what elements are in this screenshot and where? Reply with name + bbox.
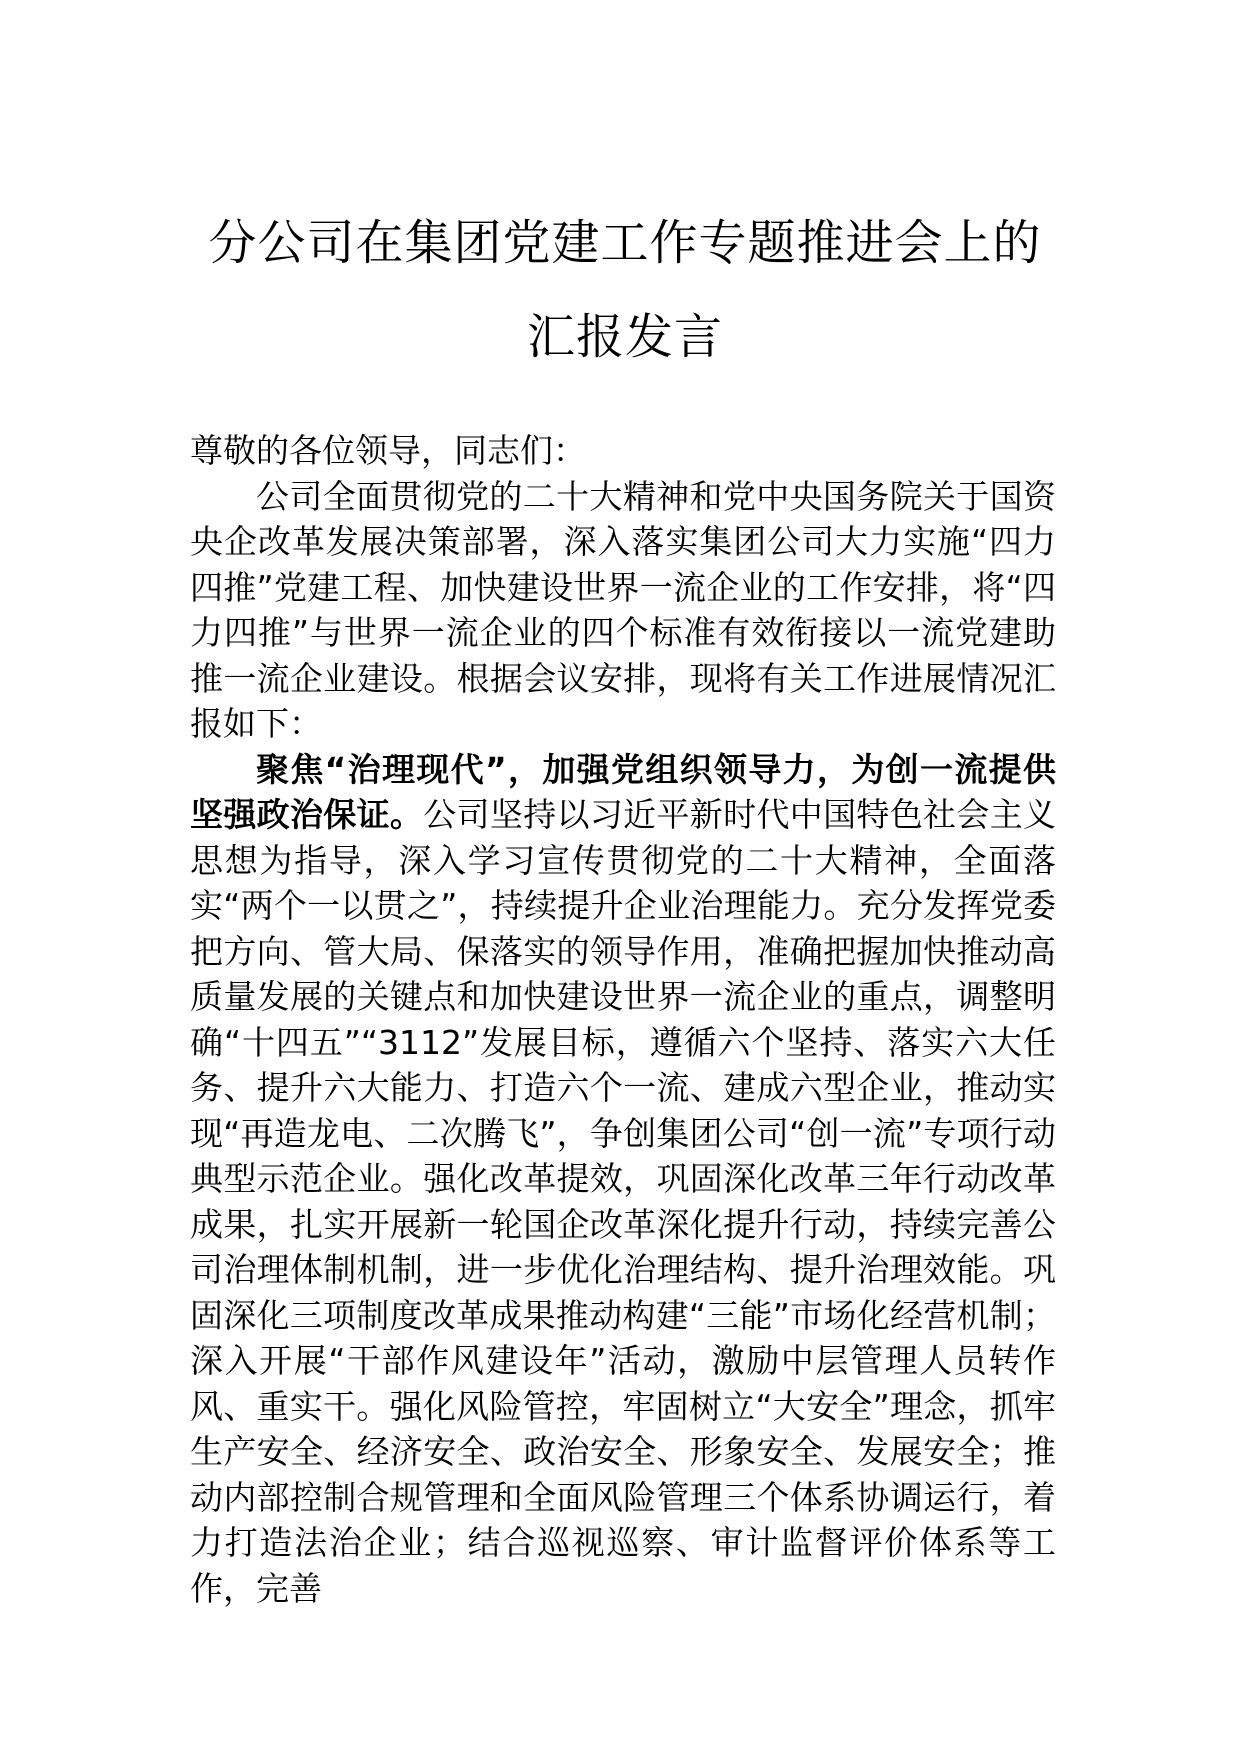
document-body <box>190 428 1056 1611</box>
section-heading: 聚焦“治理现代”，加强党组织领导力，为创一流提供坚强政治保证。 <box>190 749 1056 834</box>
section-paragraph <box>190 747 1056 1612</box>
intro-paragraph: 公司全面贯彻党的二十大精神和党中央国务院关于国资央企改革发展决策部署，深入落实集团公司大力实施“四力四推”党建工程、加快建设世界一流企业的工作安排，将“四力四推”与世界一流企业的四个标准有效衔接以一流党建助推一流企业建设。根据会议安排，现将有关工作进展情况汇报如下： <box>190 476 1056 743</box>
section-body: 公司坚持以习近平新时代中国特色社会主义思想为指导，深入学习宣传贯彻党的二十大精神，全面落实“两个一以贯之”，持续提升企业治理能力。充分发挥党委把方向、管大局、保落实的领导作用，准确把握加快推动高质量发展的关键点和加快建设世界一流企业的重点，调整明确“十四五”“3112”发展目标，遵循六个坚持、落实六大任务、提升六大能力、打造六个一流、建成六型企业，推动实现“再造龙电、二次腾飞”，争创集团公司“创一流”专项行动典型示范企业。强化改革提效，巩固深化改革三年行动改革成果，扎实开展新一轮国企改革深化提升行动，持续完善公司治理体制机制，进一步优化治理结构、提升治理效能。巩固深化三项制度改革成果推动构建“三能”市场化经营机制；深入开展“干部作风建设年”活动，激励中层管理人员转作风、重实干。强化风险管控，牢固树立“大安全”理念，抓牢生产安全、经济安全、政治安全、形象安全、发展安全；推动内部控制合规管理和全面风险管理三个体系协调运行，着力打造法治企业；结合巡视巡察、审计监督评价体系等工作，完善 <box>190 795 1057 1608</box>
salutation: 尊敬的各位领导，同志们： <box>190 431 586 470</box>
document-title: 分公司在集团党建工作专题推进会上的汇报发言 <box>208 215 1042 365</box>
